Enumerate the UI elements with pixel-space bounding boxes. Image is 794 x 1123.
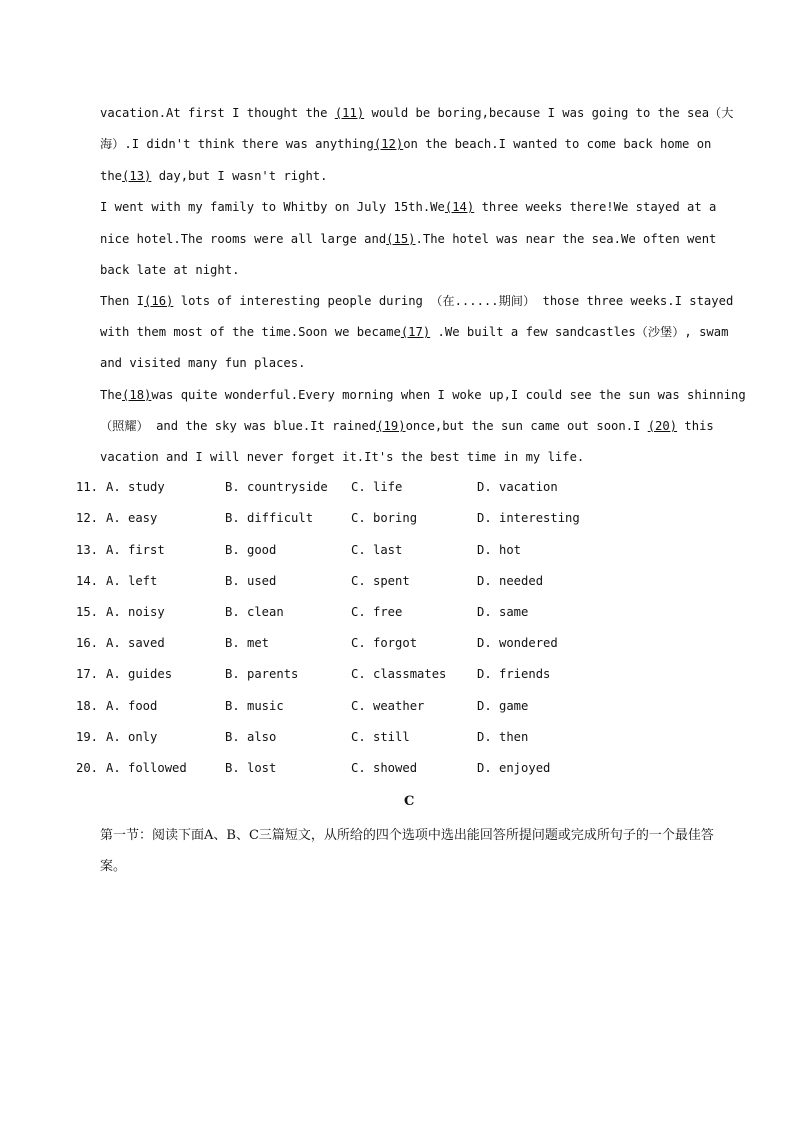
option-b: B. good [225, 543, 277, 557]
option-c: C. showed [351, 761, 418, 775]
passage-line [100, 388, 746, 402]
passage-line [100, 104, 733, 121]
option-a: A. saved [106, 636, 165, 650]
passage-line [100, 263, 239, 277]
section-heading-c: C [404, 794, 415, 809]
passage-line [100, 169, 327, 183]
option-d: D. vacation [477, 480, 558, 494]
question-number: 13. [76, 543, 99, 557]
option-c: C. weather [351, 699, 425, 713]
question-number: 11. [76, 480, 99, 494]
passage-text: and visited many fun places. [100, 356, 306, 370]
option-d: D. needed [477, 574, 544, 588]
option-d: D. wondered [477, 636, 558, 650]
passage-line [100, 292, 733, 309]
option-b: B. lost [225, 761, 277, 775]
passage-text: the [100, 169, 123, 183]
cloze-blank: (20) [647, 419, 678, 433]
question-number: 17. [76, 667, 99, 681]
passage-text: was quite wonderful.Every morning when I woke up,I could see the sun was shinning [151, 388, 746, 402]
option-a: A. left [106, 574, 158, 588]
passage-text: day,but I wasn't right. [151, 169, 328, 183]
passage-line [100, 135, 711, 152]
passage-line [100, 232, 716, 246]
question-number: 18. [76, 699, 99, 713]
passage-line [100, 200, 716, 214]
option-a: A. followed [106, 761, 187, 775]
question-number: 20. [76, 761, 99, 775]
cloze-blank: (15) [386, 232, 416, 246]
question-number: 16. [76, 636, 99, 650]
option-d: D. game [477, 699, 529, 713]
passage-text: nice hotel.The rooms were all large and [100, 232, 387, 246]
option-b: B. parents [225, 667, 299, 681]
option-c: C. free [351, 605, 403, 619]
cloze-blank: (12) [373, 137, 404, 151]
cloze-blank: (11) [334, 106, 365, 120]
passage-text: Then I [100, 294, 145, 308]
cloze-blank: (19) [376, 419, 406, 433]
question-number: 14. [76, 574, 99, 588]
passage-text: three weeks there!We stayed at a [474, 200, 717, 214]
option-b: B. clean [225, 605, 284, 619]
option-a: A. food [106, 699, 158, 713]
cloze-blank: (14) [444, 200, 475, 214]
option-c: C. life [351, 480, 403, 494]
passage-line [100, 356, 305, 370]
passage-text: would be boring,because I was going to the sea（大 [364, 106, 734, 120]
option-b: B. also [225, 730, 277, 744]
option-a: A. guides [106, 667, 173, 681]
option-b: B. difficult [225, 511, 314, 525]
option-d: D. interesting [477, 511, 580, 525]
passage-text: I went with my family to Whitby on July 15th.We [100, 200, 445, 214]
option-d: D. same [477, 605, 529, 619]
passage-text: once,but the sun came out soon.I [405, 419, 648, 433]
passage-text: on the beach.I wanted to come back home on [403, 137, 712, 151]
option-d: D. hot [477, 543, 522, 557]
option-c: C. boring [351, 511, 418, 525]
passage-text: .The hotel was near the sea.We often went [415, 232, 717, 246]
option-d: D. friends [477, 667, 551, 681]
cloze-blank: (18) [122, 388, 152, 402]
option-d: D. then [477, 730, 529, 744]
option-a: A. easy [106, 511, 158, 525]
option-a: A. first [106, 543, 165, 557]
passage-line [100, 417, 714, 434]
section-instruction: 第一节：阅读下面A、B、C三篇短文，从所给的四个选项中选出能回答所提问题或完成所句子的一个最佳答案。 [100, 828, 714, 874]
question-number: 19. [76, 730, 99, 744]
cloze-blank: (13) [122, 169, 152, 183]
cloze-blank: (16) [144, 294, 174, 308]
option-a: A. study [106, 480, 165, 494]
question-number: 15. [76, 605, 99, 619]
passage-text: vacation.At first I thought the [100, 106, 335, 120]
passage-line [100, 450, 584, 464]
passage-text: The [100, 388, 123, 402]
passage-text: 海）.I didn't think there was anything [100, 137, 374, 151]
option-c: C. spent [351, 574, 410, 588]
question-number: 12. [76, 511, 99, 525]
option-b: B. met [225, 636, 270, 650]
option-c: C. last [351, 543, 403, 557]
option-b: B. music [225, 699, 284, 713]
option-c: C. classmates [351, 667, 447, 681]
option-c: C. still [351, 730, 410, 744]
passage-text: lots of interesting people during （在......期间） those three weeks.I stayed [173, 294, 734, 308]
passage-text: with them most of the time.Soon we became [100, 325, 401, 339]
option-c: C. forgot [351, 636, 418, 650]
option-b: B. countryside [225, 480, 328, 494]
passage-text: .We built a few sandcastles（沙堡）, swam [430, 325, 729, 339]
passage-text: （照耀） and the sky was blue.It rained [100, 419, 377, 433]
option-d: D. enjoyed [477, 761, 551, 775]
option-a: A. noisy [106, 605, 165, 619]
option-b: B. used [225, 574, 277, 588]
cloze-blank: (17) [400, 325, 431, 339]
passage-text: this [677, 419, 714, 433]
passage-text: back late at night. [100, 263, 240, 277]
option-a: A. only [106, 730, 158, 744]
passage-line [100, 323, 728, 340]
passage-text: vacation and I will never forget it.It's the best time in my life. [100, 450, 585, 464]
